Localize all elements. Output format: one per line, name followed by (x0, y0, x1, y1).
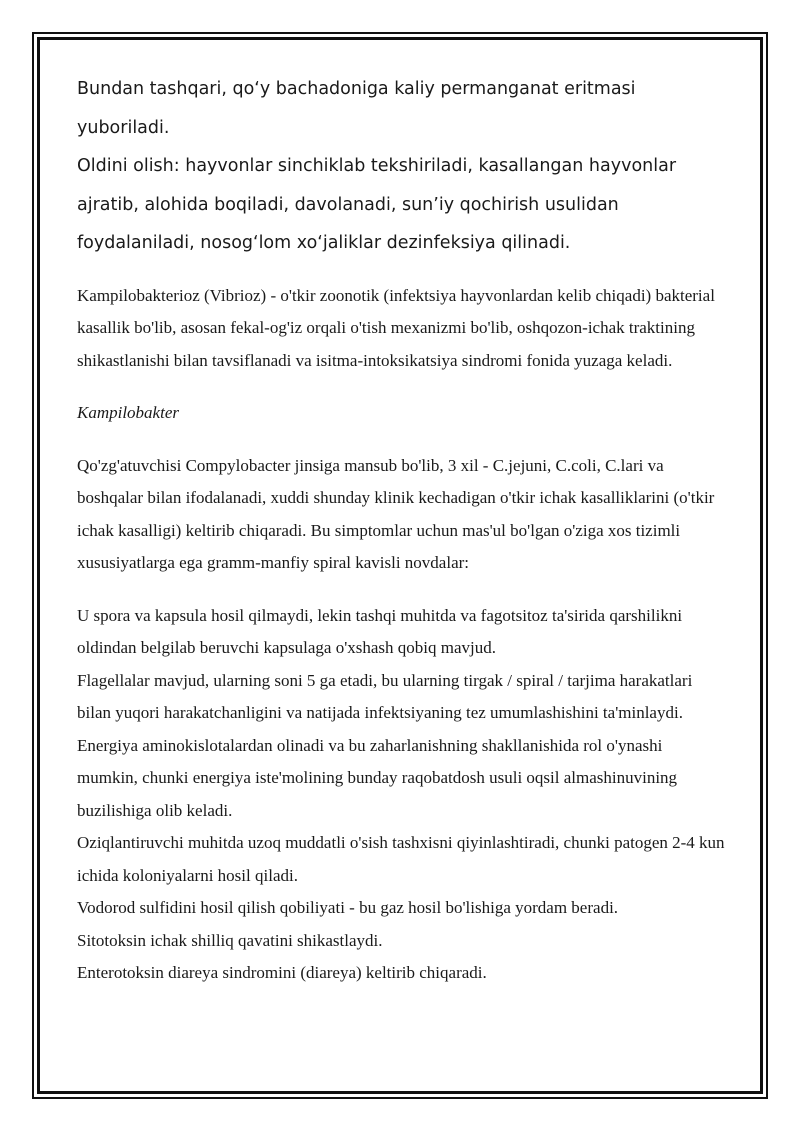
document-body (77, 70, 727, 1010)
feature-paragraph: U spora va kapsula hosil qilmaydi, lekin tashqi muhitda va fagotsitoz ta'sirida qarshilikni oldindan belgilab beruvchi kapsulaga o'xshash qobiq mavjud. (77, 605, 683, 657)
subheading-section (77, 397, 727, 430)
intro-paragraph-1: Bundan tashqari, qo‘y bachadoniga kaliy permanganat eritmasi yuboriladi. (77, 79, 636, 138)
features-section (77, 600, 727, 990)
feature-paragraph: Sitotoksin ichak shilliq qavatini shikastlaydi. (77, 930, 383, 950)
feature-paragraph: Flagellalar mavjud, ularning soni 5 ga etadi, bu ularning tirgak / spiral / tarjima harakatlari bilan yuqori harakatchanligini va natijada infektsiyaning tez umumlashishini ta'minlaydi. (77, 670, 693, 722)
section-subheading: Kampilobakter (77, 403, 179, 422)
feature-paragraph: Energiya aminokislotalardan olinadi va bu zaharlanishning shakllanishida rol o'ynashi mumkin, chunki energiya iste'molining bunday raqobatdosh usuli oqsil almashinuvining buzilishiga olib keladi. (77, 735, 678, 820)
feature-paragraph: Vodorod sulfidini hosil qilish qobiliyati - bu gaz hosil bo'lishiga yordam beradi. (77, 898, 619, 917)
pathogen-section (77, 450, 727, 580)
intro-paragraph-2: Oldini olish: hayvonlar sinchiklab tekshiriladi, kasallangan hayvonlar ajratib, alohida boqiladi, davolanadi, sun’iy qochirish usulidan foydalaniladi, nosog‘lom xo‘jaliklar dezinfeksiya qilinadi. (77, 156, 677, 253)
intro-section (77, 70, 727, 263)
pathogen-paragraph: Qo'zg'atuvchisi Compylobacter jinsiga mansub bo'lib, 3 xil - C.jejuni, C.coli, C.lari va boshqalar bilan ifodalanadi, xuddi shunday klinik kechadigan o'tkir ichak kasalliklarini (o'tkir ichak kasalligi) keltirib chiqaradi. Bu simptomlar uchun mas'ul bo'lgan o'ziga xos tizimli xususiyatlarga ega gramm-manfiy spiral kavisli novdalar: (77, 455, 715, 572)
definition-paragraph: Kampilobakterioz (Vibrioz) - o'tkir zoonotik (infektsiya hayvonlardan kelib chiqadi) bakterial kasallik bo'lib, asosan fekal-og'iz orqali o'tish mexanizmi bo'lib, oshqozon-ichak traktining shikastlanishi bilan tavsiflanadi va isitma-intoksikatsiya sindromi fonida yuzaga keladi. (77, 285, 715, 370)
definition-section (77, 280, 727, 378)
feature-paragraph: Enterotoksin diareya sindromini (diareya) keltirib chiqaradi. (77, 963, 487, 982)
feature-paragraph: Oziqlantiruvchi muhitda uzoq muddatli o'sish tashxisni qiyinlashtiradi, chunki patogen 2-4 kun ichida koloniyalarni hosil qiladi. (77, 833, 725, 885)
